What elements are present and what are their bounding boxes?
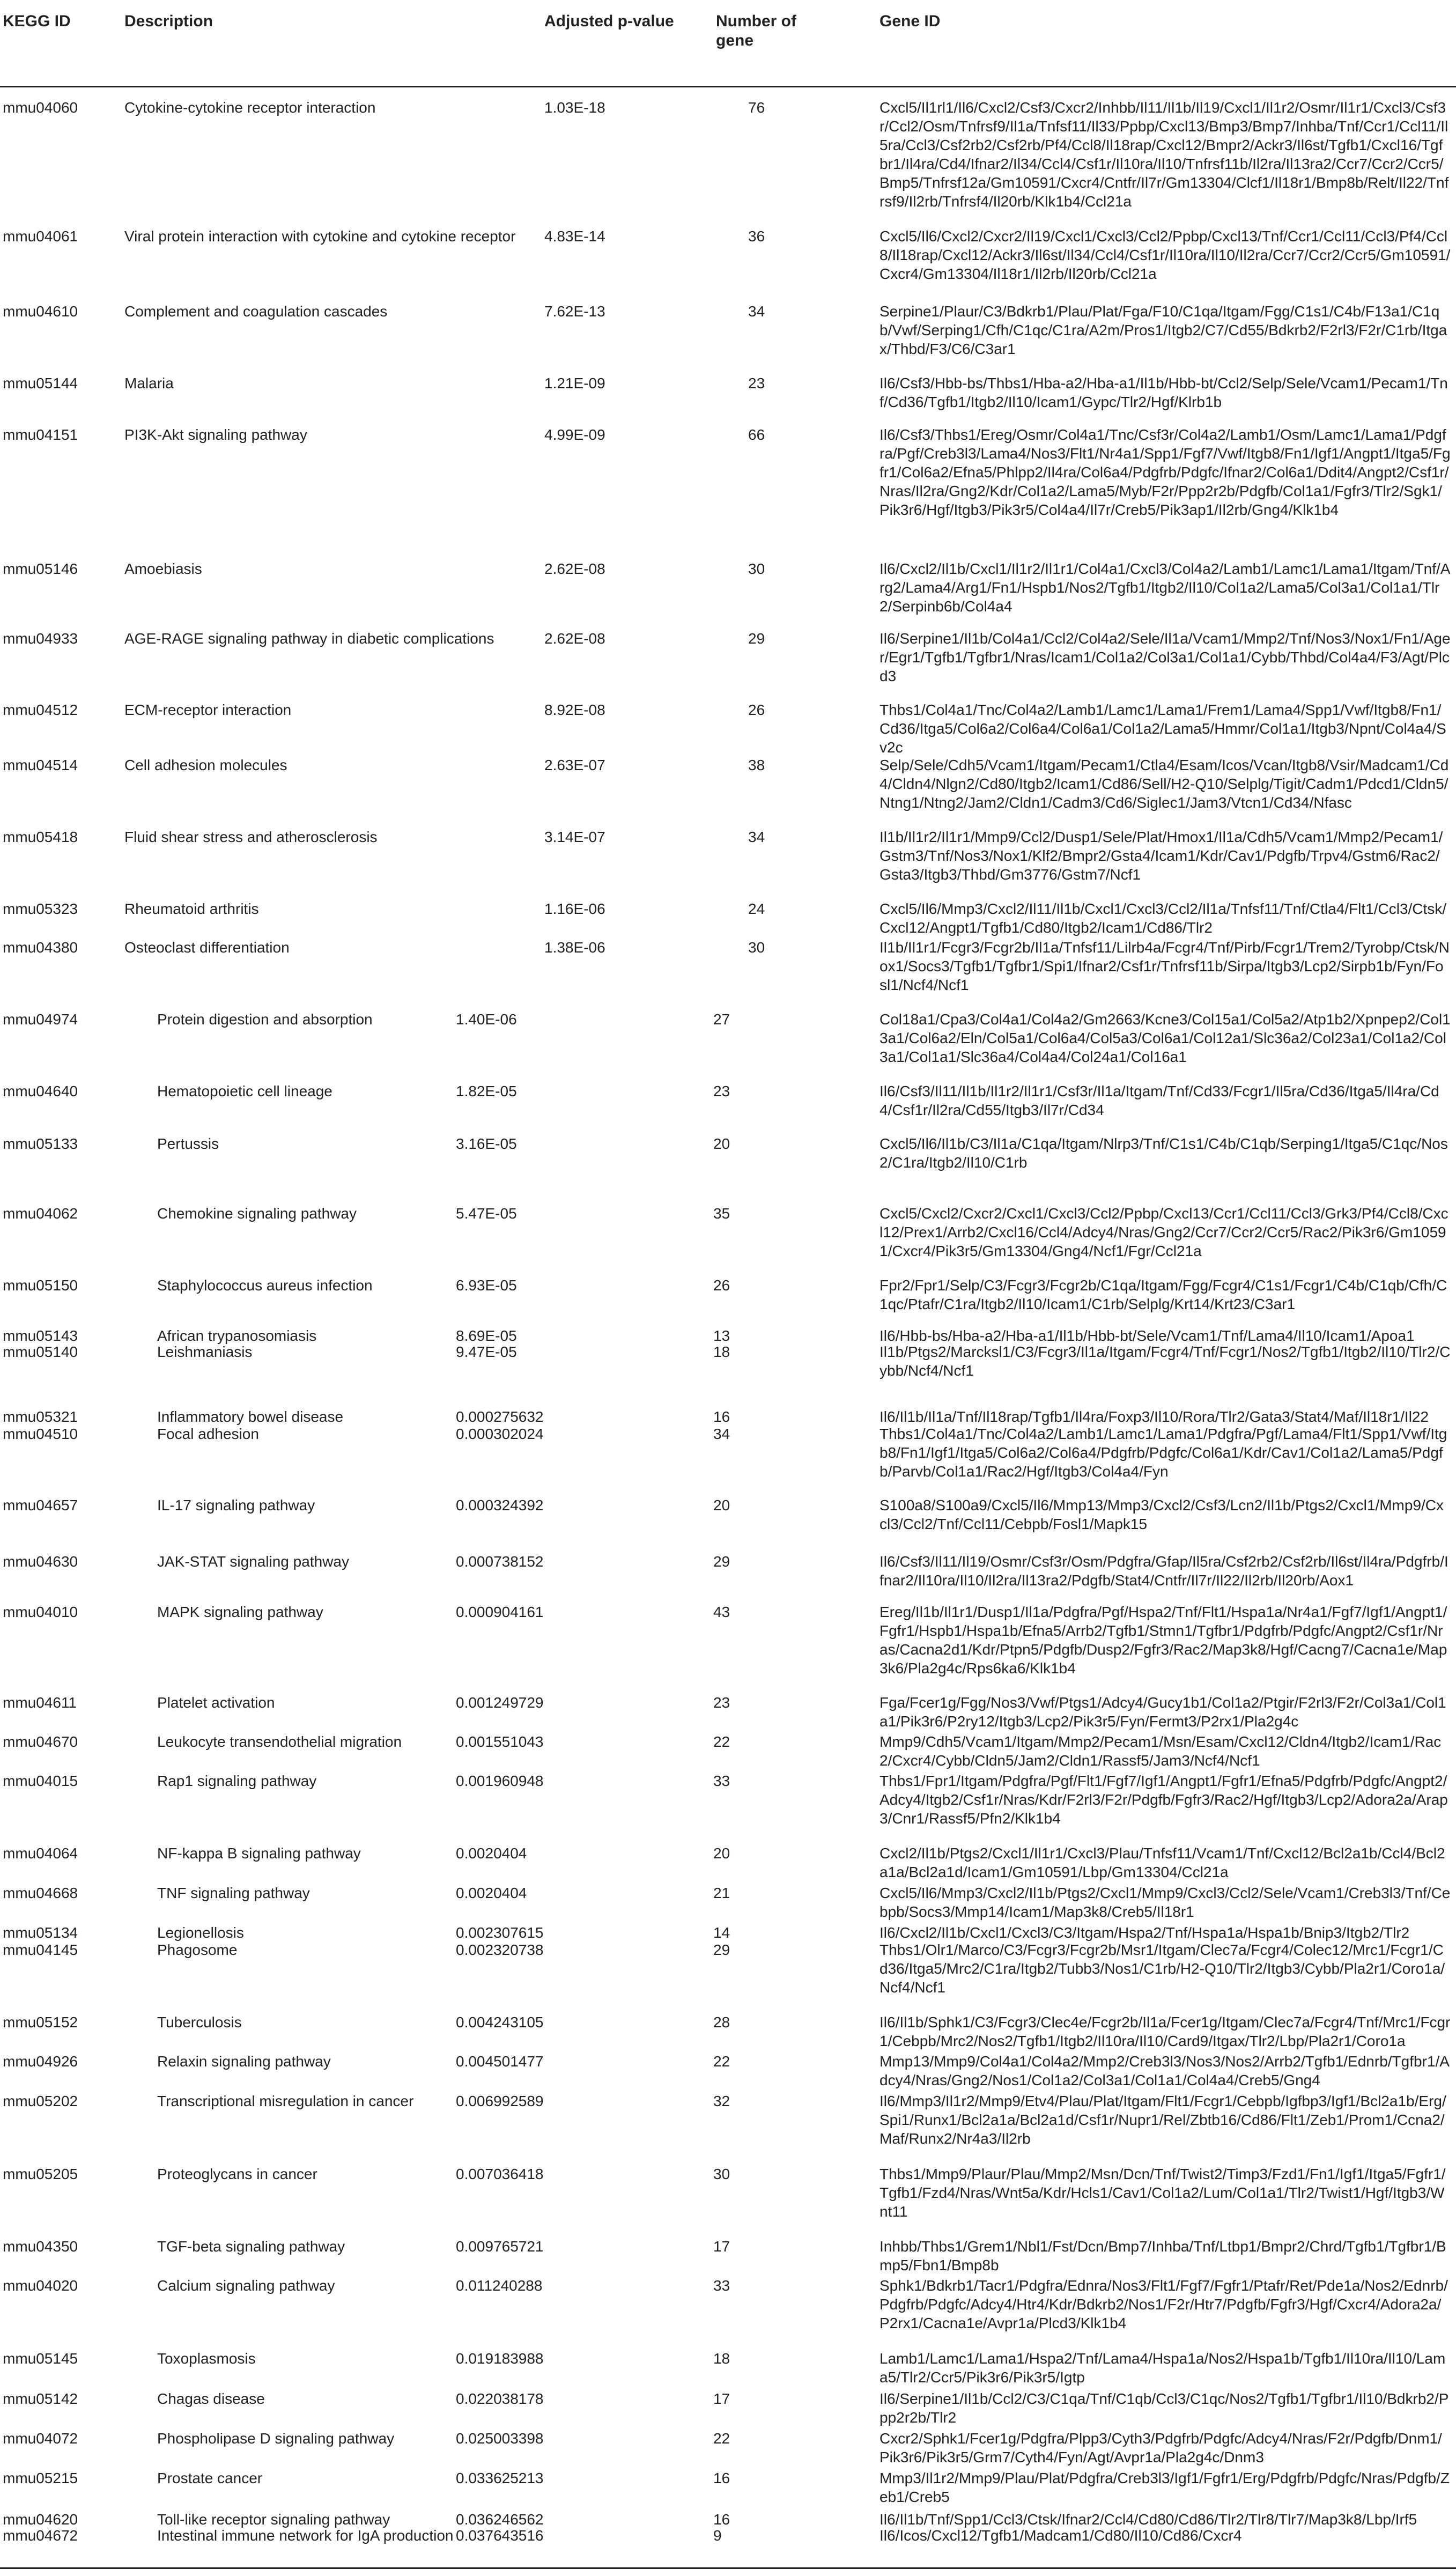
- description-cell: PI3K-Akt signaling pathway: [124, 426, 307, 443]
- kegg-id-cell: mmu04974: [3, 1011, 78, 1028]
- kegg-id-cell: mmu05150: [3, 1277, 78, 1294]
- p-value-cell: 0.000904161: [456, 1604, 544, 1620]
- kegg-id-cell: mmu04510: [3, 1426, 78, 1442]
- gene-count-cell: 34: [748, 303, 765, 320]
- gene-count-cell: 29: [713, 1553, 730, 1570]
- gene-count-cell: 16: [713, 1408, 730, 1425]
- p-value-cell: 0.022038178: [456, 2390, 544, 2407]
- gene-count-cell: 26: [713, 1277, 730, 1294]
- description-cell: Tuberculosis: [157, 2014, 242, 2031]
- gene-count-cell: 16: [713, 2470, 730, 2486]
- gene-count-cell: 26: [748, 702, 765, 718]
- kegg-id-cell: mmu04010: [3, 1604, 78, 1620]
- gene-count-cell: 29: [713, 1941, 730, 1958]
- gene-count-cell: 23: [713, 1083, 730, 1099]
- description-cell: Prostate cancer: [157, 2470, 263, 2486]
- gene-count-cell: 34: [713, 1426, 730, 1442]
- kegg-id-cell: mmu04072: [3, 2430, 78, 2447]
- description-cell: ECM-receptor interaction: [124, 702, 292, 718]
- gene-count-cell: 22: [713, 2053, 730, 2070]
- description-cell: Leukocyte transendothelial migration: [157, 1733, 402, 1750]
- p-value-cell: 2.62E-08: [544, 560, 605, 577]
- gene-count-cell: 17: [713, 2390, 730, 2407]
- gene-id-cell: Il6/Mmp3/Il1r2/Mmp9/Etv4/Plau/Plat/Itgam/Flt1/Fcgr1/Cebpb/Igfbp3/Igf1/Bcl2a1b/Erg/Spi1/Runx1/Bcl2a1a/Bcl2a1d/Csf1r/Nupr1/Rel/Zbtb16/Cd86/Flt1/Zeb1/Prom1/Ccna2/Maf/Runx2/Nr4a3/Il2rb: [879, 2093, 1446, 2147]
- gene-id-cell: Cxcl5/Cxcl2/Cxcr2/Cxcl1/Cxcl3/Ccl2/Ppbp/Cxcl13/Ccr1/Ccl11/Ccl3/Grk3/Pf4/Ccl8/Cxcl12/Prex1/Arrb2/Cxcl16/Ccl4/Adcy4/Nras/Gng2/Ccr7/Ccr2/Ccr5/Rac2/Pik3r6/Gm10591/Cxcr4/Pik3r5/Gm13304/Gng4/Ncf1/Fgr/Ccl21a: [879, 1205, 1448, 1259]
- description-cell: Intestinal immune network for IgA production: [157, 2527, 454, 2544]
- gene-count-cell: 27: [713, 1011, 730, 1028]
- kegg-id-cell: mmu04672: [3, 2527, 78, 2544]
- gene-id-cell: Cxcl5/Il6/Mmp3/Cxcl2/Il1b/Ptgs2/Cxcl1/Mmp9/Cxcl3/Ccl2/Sele/Vcam1/Creb3l3/Tnf/Cebpb/Socs3/Mmp14/Icam1/Map3k8/Creb5/Il18r1: [879, 1885, 1451, 1920]
- kegg-id-cell: mmu04064: [3, 1845, 78, 1862]
- description-cell: Proteoglycans in cancer: [157, 2166, 317, 2182]
- gene-id-cell: Thbs1/Olr1/Marco/C3/Fcgr3/Fcgr2b/Msr1/Itgam/Clec7a/Fcgr4/Colec12/Mrc1/Fcgr1/Cd36/Itga5/Mrc2/C1ra/Itgb2/Tubb3/Nos1/C1rb/H2-Q10/Tlr2/Itgb3/Cybb/Pla2r1/Coro1a/Ncf4/Ncf1: [879, 1941, 1445, 1996]
- gene-count-cell: 13: [713, 1327, 730, 1344]
- gene-id-cell: Il6/Il1b/Tnf/Spp1/Ccl3/Ctsk/Ifnar2/Ccl4/Cd80/Cd86/Tlr2/Tlr8/Tlr7/Map3k8/Lbp/Irf5: [879, 2511, 1417, 2528]
- description-cell: Viral protein interaction with cytokine and cytokine receptor: [124, 228, 516, 245]
- p-value-cell: 4.99E-09: [544, 426, 605, 443]
- p-value-cell: 1.40E-06: [456, 1011, 517, 1028]
- kegg-id-cell: mmu04670: [3, 1733, 78, 1750]
- gene-id-cell: Cxcl5/Il6/Mmp3/Cxcl2/Il11/Il1b/Cxcl1/Cxcl3/Ccl2/Il1a/Tnfsf11/Tnf/Ctla4/Flt1/Ccl3/Ctsk/Cxcl12/Angpt1/Tgfb1/Cd80/Itgb2/Icam1/Cd86/Tlr2: [879, 900, 1447, 936]
- kegg-id-cell: mmu04668: [3, 1885, 78, 1901]
- kegg-id-cell: mmu04926: [3, 2053, 78, 2070]
- p-value-cell: 5.47E-05: [456, 1205, 517, 1222]
- description-cell: AGE-RAGE signaling pathway in diabetic complications: [124, 630, 494, 647]
- gene-id-cell: Il6/Csf3/Hbb-bs/Thbs1/Hba-a2/Hba-a1/Il1b/Hbb-bt/Ccl2/Selp/Sele/Vcam1/Pecam1/Tnf/Cd36/Tgfb1/Itgb2/Il10/Icam1/Gypc/Tlr2/Hgf/Klrb1b: [879, 375, 1448, 410]
- gene-count-cell: 28: [713, 2014, 730, 2031]
- p-value-cell: 1.21E-09: [544, 375, 605, 392]
- p-value-cell: 7.62E-13: [544, 303, 605, 320]
- kegg-id-cell: mmu04933: [3, 630, 78, 647]
- header-kegg-id: KEGG ID: [3, 12, 71, 30]
- gene-count-cell: 30: [748, 939, 765, 956]
- description-cell: Calcium signaling pathway: [157, 2277, 335, 2294]
- gene-id-cell: Fpr2/Fpr1/Selp/C3/Fcgr3/Fcgr2b/C1qa/Itgam/Fgg/Fcgr4/C1s1/Fcgr1/C4b/C1qb/Cfh/C1qc/Ptafr/C1ra/Itgb2/Il10/Icam1/C1rb/Selplg/Krt14/Krt23/C3ar1: [879, 1277, 1447, 1312]
- kegg-id-cell: mmu04151: [3, 426, 78, 443]
- kegg-id-cell: mmu04020: [3, 2277, 78, 2294]
- description-cell: JAK-STAT signaling pathway: [157, 1553, 349, 1570]
- description-cell: Cytokine-cytokine receptor interaction: [124, 99, 376, 116]
- description-cell: Cell adhesion molecules: [124, 757, 287, 773]
- gene-id-cell: Il1b/Ptgs2/Marcksl1/C3/Fcgr3/Il1a/Itgam/Fcgr4/Tnf/Fcgr1/Nos2/Tgfb1/Itgb2/Il10/Tlr2/Cybb/Ncf4/Ncf1: [879, 1343, 1451, 1379]
- gene-id-cell: Cxcl5/Il6/Il1b/C3/Il1a/C1qa/Itgam/Nlrp3/Tnf/C1s1/C4b/C1qb/Serping1/Itga5/C1qc/Nos2/C1ra/Itgb2/Il10/C1rb: [879, 1135, 1448, 1171]
- kegg-id-cell: mmu05321: [3, 1408, 78, 1425]
- kegg-id-cell: mmu04060: [3, 99, 78, 116]
- gene-count-cell: 14: [713, 1924, 730, 1941]
- header-adjusted-p-value: Adjusted p-value: [544, 12, 674, 30]
- gene-count-cell: 20: [713, 1135, 730, 1152]
- gene-id-cell: Mmp13/Mmp9/Col4a1/Col4a2/Mmp2/Creb3l3/Nos3/Nos2/Arrb2/Tgfb1/Ednrb/Tgfbr1/Adcy4/Nras/Gng2/Nos1/Col1a2/Col3a1/Col1a1/Col4a4/Creb5/Gng4: [879, 2053, 1450, 2088]
- description-cell: Toxoplasmosis: [157, 2350, 256, 2367]
- description-cell: Chemokine signaling pathway: [157, 1205, 357, 1222]
- gene-id-cell: Mmp3/Il1r2/Mmp9/Plau/Plat/Pdgfra/Creb3l3/Igf1/Fgfr1/Erg/Pdgfrb/Pdgfc/Nras/Pdgfb/Zeb1/Creb5: [879, 2470, 1450, 2505]
- gene-count-cell: 23: [713, 1694, 730, 1711]
- description-cell: Transcriptional misregulation in cancer: [157, 2093, 414, 2109]
- gene-count-cell: 33: [713, 1773, 730, 1789]
- p-value-cell: 3.16E-05: [456, 1135, 517, 1152]
- gene-count-cell: 32: [713, 2093, 730, 2109]
- gene-id-cell: Thbs1/Fpr1/Itgam/Pdgfra/Pgf/Flt1/Fgf7/Igf1/Angpt1/Fgfr1/Efna5/Pdgfrb/Pdgfc/Angpt2/Adcy4/Itgb2/Csf1r/Nras/Kdr/F2rl3/F2r/Pdgfb/Fgfr3/Rac2/Hgf/Itgb3/Lcp2/Adora2a/Arap3/Cnr1/Rassf5/Pfn2/Klk1b4: [879, 1773, 1448, 1827]
- kegg-id-cell: mmu04630: [3, 1553, 78, 1570]
- gene-count-cell: 16: [713, 2511, 730, 2528]
- kegg-id-cell: mmu05142: [3, 2390, 78, 2407]
- gene-count-cell: 29: [748, 630, 765, 647]
- kegg-id-cell: mmu04620: [3, 2511, 78, 2528]
- p-value-cell: 0.033625213: [456, 2470, 544, 2486]
- gene-count-cell: 23: [748, 375, 765, 392]
- p-value-cell: 3.14E-07: [544, 829, 605, 845]
- gene-count-cell: 21: [713, 1885, 730, 1901]
- description-cell: TGF-beta signaling pathway: [157, 2238, 345, 2255]
- description-cell: Malaria: [124, 375, 174, 392]
- kegg-id-cell: mmu04145: [3, 1941, 78, 1958]
- p-value-cell: 1.16E-06: [544, 900, 605, 917]
- gene-id-cell: Col18a1/Cpa3/Col4a1/Col4a2/Gm2663/Kcne3/Col15a1/Col5a2/Atp1b2/Xpnpep2/Col13a1/Col6a2/Eln/Col5a1/Col6a4/Col5a3/Col6a1/Col12a1/Slc36a2/Col23a1/Col1a2/Col3a1/Col1a1/Slc36a4/Col4a4/Col24a1/Col16a1: [879, 1011, 1451, 1065]
- description-cell: Amoebiasis: [124, 560, 202, 577]
- gene-count-cell: 35: [713, 1205, 730, 1222]
- header-gene-id: Gene ID: [879, 12, 941, 30]
- description-cell: Rap1 signaling pathway: [157, 1773, 317, 1789]
- description-cell: Protein digestion and absorption: [157, 1011, 373, 1028]
- gene-count-cell: 76: [748, 99, 765, 116]
- description-cell: Rheumatoid arthritis: [124, 900, 259, 917]
- description-cell: Focal adhesion: [157, 1426, 259, 1442]
- description-cell: Hematopoietic cell lineage: [157, 1083, 332, 1099]
- gene-id-cell: Il6/Hbb-bs/Hba-a2/Hba-a1/Il1b/Hbb-bt/Sele/Vcam1/Tnf/Lama4/Il10/Icam1/Apoa1: [879, 1327, 1415, 1344]
- gene-count-cell: 33: [713, 2277, 730, 2294]
- p-value-cell: 0.004243105: [456, 2014, 544, 2031]
- kegg-id-cell: mmu04380: [3, 939, 78, 956]
- p-value-cell: 0.001249729: [456, 1694, 544, 1711]
- gene-count-cell: 17: [713, 2238, 730, 2255]
- p-value-cell: 0.019183988: [456, 2350, 544, 2367]
- description-cell: Phagosome: [157, 1941, 238, 1958]
- p-value-cell: 0.025003398: [456, 2430, 544, 2447]
- gene-count-cell: 18: [713, 2350, 730, 2367]
- gene-id-cell: Il6/Csf3/Il11/Il1b/Il1r2/Il1r1/Csf3r/Il1a/Itgam/Tnf/Cd33/Fcgr1/Il5ra/Cd36/Itga5/Il4ra/Cd4/Csf1r/Il2ra/Cd55/Itgb3/Il7r/Cd34: [879, 1083, 1439, 1118]
- gene-count-cell: 22: [713, 1733, 730, 1750]
- description-cell: Fluid shear stress and atherosclerosis: [124, 829, 378, 845]
- description-cell: Complement and coagulation cascades: [124, 303, 388, 320]
- gene-count-cell: 22: [713, 2430, 730, 2447]
- p-value-cell: 0.0020404: [456, 1845, 527, 1862]
- p-value-cell: 1.82E-05: [456, 1083, 517, 1099]
- gene-id-cell: Ereg/Il1b/Il1r1/Dusp1/Il1a/Pdgfra/Pgf/Hspa2/Tnf/Flt1/Hspa1a/Nr4a1/Fgf7/Igf1/Angpt1/Fgfr1/Hspb1/Hspa1b/Efna5/Arrb2/Tgfb1/Stmn1/Tgfbr1/Pdgfrb/Pdgfc/Angpt2/Csf1r/Nras/Cacna2d1/Kdr/Ptpn5/Pdgfb/Dusp2/Fgfr3/Rac2/Map3k8/Hgf/Cacng7/Cacna1e/Map3k6/Pla2g4c/Rps6ka6/Klk1b4: [879, 1604, 1447, 1677]
- description-cell: IL-17 signaling pathway: [157, 1497, 315, 1514]
- description-cell: Chagas disease: [157, 2390, 265, 2407]
- description-cell: Staphylococcus aureus infection: [157, 1277, 373, 1294]
- description-cell: NF-kappa B signaling pathway: [157, 1845, 361, 1862]
- p-value-cell: 0.006992589: [456, 2093, 544, 2109]
- gene-id-cell: Il6/Cxcl2/Il1b/Cxcl1/Il1r2/Il1r1/Col4a1/Cxcl3/Col4a2/Lamb1/Lamc1/Lama1/Itgam/Tnf/Arg2/Lama4/Arg1/Fn1/Hspb1/Nos2/Tgfb1/Itgb2/Il10/Col1a2/Lama5/Col3a1/Col1a1/Tlr2/Serpinb6b/Col4a4: [879, 560, 1451, 615]
- kegg-id-cell: mmu05143: [3, 1327, 78, 1344]
- description-cell: Leishmaniasis: [157, 1343, 253, 1360]
- description-cell: Toll-like receptor signaling pathway: [157, 2511, 390, 2528]
- p-value-cell: 1.38E-06: [544, 939, 605, 956]
- kegg-id-cell: mmu04512: [3, 702, 78, 718]
- gene-id-cell: Il6/Serpine1/Il1b/Col4a1/Ccl2/Col4a2/Sele/Il1a/Vcam1/Mmp2/Tnf/Nos3/Nox1/Fn1/Ager/Egr1/Tgfb1/Tgfbr1/Nras/Icam1/Col1a2/Col3a1/Col1a1/Cybb/Thbd/Col4a4/F3/Agt/Plcd3: [879, 630, 1451, 684]
- p-value-cell: 0.000275632: [456, 1408, 544, 1425]
- p-value-cell: 0.000738152: [456, 1553, 544, 1570]
- gene-id-cell: Cxcl5/Il6/Cxcl2/Cxcr2/Il19/Cxcl1/Cxcl3/Ccl2/Ppbp/Cxcl13/Tnf/Ccr1/Ccl11/Ccl3/Pf4/Ccl8/Il18rap/Cxcl12/Ackr3/Il6st/Il34/Ccl4/Csf1r/Il10ra/Il10/Il2ra/Ccr7/Ccr2/Ccr5/Gm10591/Cxcr4/Gm13304/Il18r1/Il2rb/Il20rb/Ccl21a: [879, 228, 1451, 282]
- kegg-id-cell: mmu05323: [3, 900, 78, 917]
- kegg-id-cell: mmu05144: [3, 375, 78, 392]
- kegg-id-cell: mmu05215: [3, 2470, 78, 2486]
- description-cell: Inflammatory bowel disease: [157, 1408, 344, 1425]
- gene-id-cell: Il1b/Il1r1/Fcgr3/Fcgr2b/Il1a/Tnfsf11/Lilrb4a/Fcgr4/Tnf/Pirb/Fcgr1/Trem2/Tyrobp/Ctsk/Nox1/Socs3/Tgfb1/Tgfbr1/Spi1/Ifnar2/Csf1r/Tnfrsf11b/Sirpa/Itgb3/Lcp2/Sirpb1b/Fyn/Fosl1/Ncf4/Ncf1: [879, 939, 1450, 993]
- gene-count-cell: 36: [748, 228, 765, 245]
- description-cell: MAPK signaling pathway: [157, 1604, 323, 1620]
- header-number-of-gene: Number of gene: [716, 12, 796, 49]
- gene-id-cell: Thbs1/Col4a1/Tnc/Col4a2/Lamb1/Lamc1/Lama1/Pdgfra/Pgf/Lama4/Flt1/Spp1/Vwf/Itgb8/Fn1/Igf1/Itga5/Col6a2/Col6a4/Pdgfrb/Pdgfc/Col6a1/Kdr/Cav1/Col1a2/Lama5/Pdgfb/Parvb/Col1a1/Rac2/Hgf/Itgb3/Col4a4/Fyn: [879, 1426, 1447, 1480]
- p-value-cell: 0.000302024: [456, 1426, 544, 1442]
- kegg-id-cell: mmu05145: [3, 2350, 78, 2367]
- p-value-cell: 1.03E-18: [544, 99, 605, 116]
- description-cell: Platelet activation: [157, 1694, 275, 1711]
- gene-count-cell: 34: [748, 829, 765, 845]
- p-value-cell: 2.63E-07: [544, 757, 605, 773]
- kegg-id-cell: mmu05202: [3, 2093, 78, 2109]
- p-value-cell: 0.002320738: [456, 1941, 544, 1958]
- kegg-id-cell: mmu04061: [3, 228, 78, 245]
- p-value-cell: 0.0020404: [456, 1885, 527, 1901]
- header-description: Description: [124, 12, 213, 30]
- gene-id-cell: Inhbb/Thbs1/Grem1/Nbl1/Fst/Dcn/Bmp7/Inhba/Tnf/Ltbp1/Bmpr2/Chrd/Tgfb1/Tgfbr1/Bmp5/Fbn1/Bmp8b: [879, 2238, 1446, 2273]
- p-value-cell: 0.001960948: [456, 1773, 544, 1789]
- gene-count-cell: 18: [713, 1343, 730, 1360]
- kegg-id-cell: mmu04514: [3, 757, 78, 773]
- description-cell: Pertussis: [157, 1135, 219, 1152]
- gene-id-cell: S100a8/S100a9/Cxcl5/Il6/Mmp13/Mmp3/Cxcl2/Csf3/Lcn2/Il1b/Ptgs2/Cxcl1/Mmp9/Cxcl3/Ccl2/Tnf/Ccl11/Cebpb/Fosl1/Mapk15: [879, 1497, 1444, 1532]
- kegg-id-cell: mmu04611: [3, 1694, 77, 1711]
- gene-id-cell: Lamb1/Lamc1/Lama1/Hspa2/Tnf/Lama4/Hspa1a/Nos2/Hspa1b/Tgfb1/Il10ra/Il10/Lama5/Tlr2/Ccr5/Pik3r6/Pik3r5/Igtp: [879, 2350, 1446, 2386]
- p-value-cell: 0.011240288: [456, 2277, 543, 2294]
- gene-count-cell: 38: [748, 757, 765, 773]
- gene-count-cell: 43: [713, 1604, 730, 1620]
- p-value-cell: 8.69E-05: [456, 1327, 517, 1344]
- kegg-id-cell: mmu04062: [3, 1205, 78, 1222]
- gene-id-cell: Il6/Icos/Cxcl12/Tgfb1/Madcam1/Cd80/Il10/Cd86/Cxcr4: [879, 2527, 1242, 2544]
- gene-count-cell: 30: [713, 2166, 730, 2182]
- gene-count-cell: 9: [713, 2527, 722, 2544]
- p-value-cell: 0.002307615: [456, 1924, 544, 1941]
- p-value-cell: 2.62E-08: [544, 630, 605, 647]
- kegg-id-cell: mmu04350: [3, 2238, 78, 2255]
- gene-id-cell: Fga/Fcer1g/Fgg/Nos3/Vwf/Ptgs1/Adcy4/Gucy1b1/Col1a2/Ptgir/F2rl3/F2r/Col3a1/Col1a1/Pik3r6/P2ry12/Itgb3/Lcp2/Pik3r5/Fyn/Fermt3/P2rx1/Pla2g4c: [879, 1694, 1446, 1730]
- kegg-id-cell: mmu04015: [3, 1773, 78, 1789]
- gene-id-cell: Sphk1/Bdkrb1/Tacr1/Pdgfra/Ednra/Nos3/Flt1/Fgf7/Fgfr1/Ptafr/Ret/Pde1a/Nos2/Ednrb/Pdgfrb/Pdgfc/Adcy4/Htr4/Kdr/Bdkrb2/Nos1/F2r/Htr7/Pdgfb/Fgfr3/Hgf/Cxcr4/Adora2a/P2rx1/Cacna1e/Avpr1a/Plcd3/Klk1b4: [879, 2277, 1448, 2331]
- gene-id-cell: Il1b/Il1r2/Il1r1/Mmp9/Ccl2/Dusp1/Sele/Plat/Hmox1/Il1a/Cdh5/Vcam1/Mmp2/Pecam1/Gstm3/Tnf/Nos3/Nox1/Klf2/Bmpr2/Gsta4/Icam1/Kdr/Cav1/Pdgfb/Trpv4/Gstm6/Rac2/Gsta3/Itgb3/Thbd/Gm3776/Gstm7/Ncf1: [879, 829, 1443, 883]
- description-cell: Phospholipase D signaling pathway: [157, 2430, 395, 2447]
- description-cell: African trypanosomiasis: [157, 1327, 317, 1344]
- gene-id-cell: Thbs1/Mmp9/Plaur/Plau/Mmp2/Msn/Dcn/Tnf/Twist2/Timp3/Fzd1/Fn1/Igf1/Itga5/Fgfr1/Tgfb1/Fzd4/Nras/Wnt5a/Kdr/Hcls1/Cav1/Col1a2/Lum/Col1a1/Tlr2/Twist1/Hgf/Itgb3/Wnt11: [879, 2166, 1446, 2220]
- description-cell: Relaxin signaling pathway: [157, 2053, 331, 2070]
- gene-id-cell: Serpine1/Plaur/C3/Bdkrb1/Plau/Plat/Fga/F10/C1qa/Itgam/Fgg/C1s1/C4b/F13a1/C1qb/Vwf/Serping1/Cfh/C1qc/C1ra/A2m/Pros1/Itgb2/C7/Cd55/Bdkrb2/F2rl3/F2r/C1rb/Itgax/Thbd/F3/C6/C3ar1: [879, 303, 1447, 357]
- p-value-cell: 0.001551043: [456, 1733, 544, 1750]
- gene-count-cell: 20: [713, 1497, 730, 1514]
- kegg-id-cell: mmu04610: [3, 303, 78, 320]
- kegg-id-cell: mmu05140: [3, 1343, 78, 1360]
- gene-id-cell: Il6/Csf3/Thbs1/Ereg/Osmr/Col4a1/Tnc/Csf3r/Col4a2/Lamb1/Osm/Lamc1/Lama1/Pdgfra/Pgf/Creb3l3/Lama4/Nos3/Flt1/Nr4a1/Spp1/Fgf7/Vwf/Itgb8/Fn1/Igf1/Angpt1/Itga5/Fgfr1/Col6a2/Efna5/Phlpp2/Il4ra/Col6a4/Pdgfrb/Pdgfc/Ifnar2/Col6a1/Ddit4/Angpt2/Csf1r/Nras/Il2ra/Gng2/Kdr/Col1a2/Lama5/Myb/F2r/Ppp2r2b/Pdgfb/Col1a1/Fgfr3/Tlr2/Sgk1/Pik3r6/Hgf/Itgb3/Pik3r5/Col4a4/Il7r/Creb5/Pik3ap1/Il2rb/Gng4/Klk1b4: [879, 426, 1451, 518]
- gene-id-cell: Cxcr2/Sphk1/Fcer1g/Pdgfra/Plpp3/Cyth3/Pdgfrb/Pdgfc/Adcy4/Nras/F2r/Pdgfb/Dnm1/Pik3r6/Pik3r5/Grm7/Cyth4/Fyn/Agt/Avpr1a/Pla2g4c/Dnm3: [879, 2430, 1442, 2465]
- description-cell: Osteoclast differentiation: [124, 939, 290, 956]
- p-value-cell: 0.000324392: [456, 1497, 544, 1514]
- gene-id-cell: Cxcl2/Il1b/Ptgs2/Cxcl1/Il1r1/Cxcl3/Plau/Tnfsf11/Vcam1/Tnf/Cxcl12/Bcl2a1b/Ccl4/Bcl2a1a/Bcl2a1d/Icam1/Gm10591/Lbp/Gm13304/Ccl21a: [879, 1845, 1445, 1880]
- gene-count-cell: 30: [748, 560, 765, 577]
- kegg-id-cell: mmu05152: [3, 2014, 78, 2031]
- gene-count-cell: 24: [748, 900, 765, 917]
- gene-count-cell: 20: [713, 1845, 730, 1862]
- p-value-cell: 0.009765721: [456, 2238, 544, 2255]
- kegg-id-cell: mmu05146: [3, 560, 78, 577]
- kegg-id-cell: mmu04640: [3, 1083, 78, 1099]
- p-value-cell: 6.93E-05: [456, 1277, 517, 1294]
- gene-id-cell: Il6/Cxcl2/Il1b/Cxcl1/Cxcl3/C3/Itgam/Hspa2/Tnf/Hspa1a/Hspa1b/Bnip3/Itgb2/Tlr2: [879, 1924, 1410, 1941]
- table-header: [0, 0, 1456, 87]
- gene-id-cell: Selp/Sele/Cdh5/Vcam1/Itgam/Pecam1/Ctla4/Esam/Icos/Vcan/Itgb8/Vsir/Madcam1/Cd4/Cldn4/Nlgn2/Cd80/Itgb2/Icam1/Cd86/Sell/H2-Q10/Selplg/Tigit/Cadm1/Pdcd1/Cldn5/Ntng1/Ntng2/Jam2/Cldn1/Cadm3/Cd6/Siglec1/Jam3/Vtcn1/Cd34/Nfasc: [879, 757, 1449, 811]
- kegg-id-cell: mmu05134: [3, 1924, 78, 1941]
- description-cell: TNF signaling pathway: [157, 1885, 310, 1901]
- kegg-id-cell: mmu05418: [3, 829, 78, 845]
- p-value-cell: 0.007036418: [456, 2166, 544, 2182]
- p-value-cell: 8.92E-08: [544, 702, 605, 718]
- p-value-cell: 0.037643516: [456, 2527, 544, 2544]
- gene-id-cell: Il6/Csf3/Il11/Il19/Osmr/Csf3r/Osm/Pdgfra/Gfap/Il5ra/Csf2rb2/Csf2rb/Il6st/Il4ra/Pdgfrb/Ifnar2/Il10ra/Il10/Il2ra/Il13ra2/Pdgfb/Stat4/Cntfr/Il7r/Il22/Il2rb/Il20rb/Aox1: [879, 1553, 1448, 1589]
- kegg-id-cell: mmu05133: [3, 1135, 78, 1152]
- description-cell: Legionellosis: [157, 1924, 244, 1941]
- gene-id-cell: Il6/Serpine1/Il1b/Ccl2/C3/C1qa/Tnf/C1qb/Ccl3/C1qc/Nos2/Tgfb1/Tgfbr1/Il10/Bdkrb2/Ppp2r2b/Tlr2: [879, 2390, 1449, 2426]
- kegg-id-cell: mmu04657: [3, 1497, 78, 1514]
- p-value-cell: 0.004501477: [456, 2053, 544, 2070]
- kegg-id-cell: mmu05205: [3, 2166, 78, 2182]
- gene-count-cell: 66: [748, 426, 765, 443]
- gene-id-cell: Il6/Il1b/Sphk1/C3/Fcgr3/Clec4e/Fcgr2b/Il1a/Fcer1g/Itgam/Clec7a/Fcgr4/Tnf/Mrc1/Fcgr1/Cebpb/Mrc2/Nos2/Tgfb1/Itgb2/Il10ra/Il10/Card9/Itgax/Tlr2/Lbp/Pla2r1/Coro1a: [879, 2014, 1451, 2049]
- p-value-cell: 4.83E-14: [544, 228, 605, 245]
- gene-id-cell: Il6/Il1b/Il1a/Tnf/Il18rap/Tgfb1/Il4ra/Foxp3/Il10/Rora/Tlr2/Gata3/Stat4/Maf/Il18r1/Il22: [879, 1408, 1429, 1425]
- p-value-cell: 9.47E-05: [456, 1343, 517, 1360]
- p-value-cell: 0.036246562: [456, 2511, 544, 2528]
- gene-id-cell: Cxcl5/Il1rl1/Il6/Cxcl2/Csf3/Cxcr2/Inhbb/Il11/Il1b/Il19/Cxcl1/Il1r2/Osmr/Il1r1/Cxcl3/Csf3r/Ccl2/Osm/Tnfrsf9/Il1a/Tnfsf11/Il33/Ppbp/Cxcl13/Bmp3/Bmp7/Inhba/Tnf/Ccr1/Ccl11/Il5ra/Ccl3/Csf2rb2/Csf2rb/Pf4/Ccl8/Il18rap/Cxcl12/Bmpr2/Ackr3/Il6st/Tgfb1/Cxcl16/Tgfbr1/Il4ra/Cd4/Ifnar2/Il34/Ccl4/Csf1r/Il10ra/Il10/Tnfrsf11b/Il2ra/Il13ra2/Ccr7/Ccr2/Ccr5/Bmp5/Tnfrsf12a/Gm10591/Cxcr4/Cntfr/Il7r/Gm13304/Clcf1/Il18r1/Bmp8b/Relt/Il22/Tnfrsf9/Il2rb/Tnfrsf4/Il20rb/Klk1b4/Ccl21a: [879, 99, 1449, 210]
- gene-id-cell: Mmp9/Cdh5/Vcam1/Itgam/Mmp2/Pecam1/Msn/Esam/Cxcl12/Cldn4/Itgb2/Icam1/Rac2/Cxcr4/Cybb/Cldn5/Jam2/Cldn1/Rassf5/Jam3/Ncf4/Ncf1: [879, 1733, 1442, 1769]
- gene-id-cell: Thbs1/Col4a1/Tnc/Col4a2/Lamb1/Lamc1/Lama1/Frem1/Lama4/Spp1/Vwf/Itgb8/Fn1/Cd36/Itga5/Col6a2/Col6a4/Col6a1/Col1a2/Lama5/Hmmr/Col1a1/Itgb3/Npnt/Col4a4/Sv2c: [879, 702, 1446, 756]
